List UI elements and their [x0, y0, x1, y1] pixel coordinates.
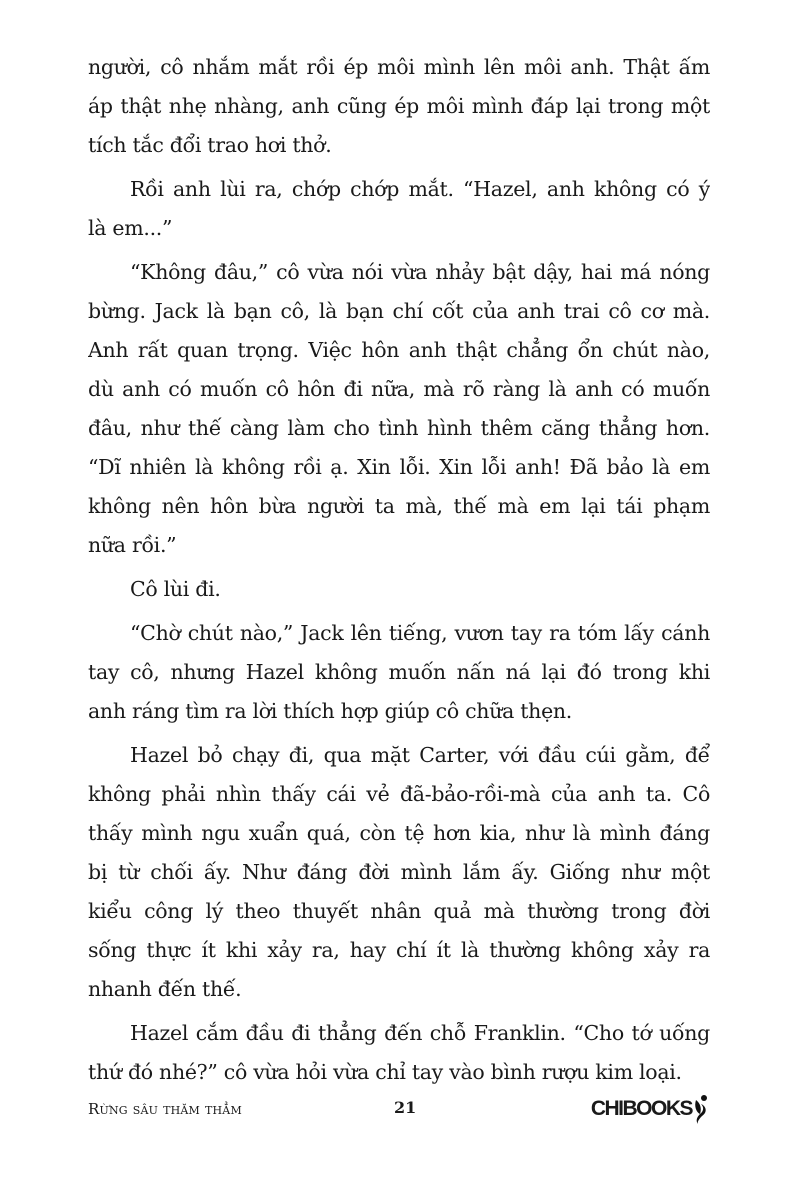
text-line: Hazel cắm đầu đi thẳng đến chỗ Franklin. “Cho tớ uống	[130, 1021, 710, 1045]
text-line: Anh rất quan trọng. Việc hôn anh thật chẳng ổn chút nào,	[88, 338, 710, 362]
leaf-figure-icon	[692, 1094, 710, 1124]
page-footer	[88, 1094, 710, 1130]
text-line: tích tắc đổi trao hơi thở.	[88, 133, 332, 157]
text-line: kiểu công lý theo thuyết nhân quả mà thường trong đời	[88, 899, 710, 923]
paragraph	[88, 570, 710, 609]
paragraph	[88, 614, 710, 731]
text-line: thấy mình ngu xuẩn quá, còn tệ hơn kia, như là mình đáng	[88, 821, 710, 845]
text-line: tay cô, nhưng Hazel không muốn nấn ná lại đó trong khi	[88, 660, 710, 684]
page-number: 21	[394, 1098, 417, 1117]
text-line: nữa rồi.”	[88, 533, 177, 557]
paragraph	[88, 253, 710, 565]
text-line: bị từ chối ấy. Như đáng đời mình lắm ấy. Giống như một	[88, 860, 710, 884]
text-line: áp thật nhẹ nhàng, anh cũng ép môi mình đáp lại trong một	[88, 94, 710, 118]
publisher-logo	[591, 1094, 710, 1124]
text-line: thứ đó nhé?” cô vừa hỏi vừa chỉ tay vào bình rượu kim loại.	[88, 1060, 682, 1084]
text-line: “Không đâu,” cô vừa nói vừa nhảy bật dậy, hai má nóng	[130, 260, 710, 284]
paragraph	[88, 736, 710, 1009]
text-line: anh ráng tìm ra lời thích hợp giúp cô chữa thẹn.	[88, 699, 573, 723]
page-body	[88, 48, 710, 1097]
publisher-logo-text: CHIBOOKS	[590, 1097, 692, 1120]
text-line: sống thực ít khi xảy ra, hay chí ít là thường không xảy ra	[88, 938, 710, 962]
text-line: không phải nhìn thấy cái vẻ đã-bảo-rồi-mà của anh ta. Cô	[88, 782, 710, 806]
text-line: là em...”	[88, 216, 173, 240]
text-line: Rồi anh lùi ra, chớp chớp mắt. “Hazel, anh không có ý	[130, 177, 710, 201]
paragraph	[88, 170, 710, 248]
text-line: “Chờ chút nào,” Jack lên tiếng, vươn tay ra tóm lấy cánh	[130, 621, 710, 645]
text-line: Hazel bỏ chạy đi, qua mặt Carter, với đầu cúi gằm, để	[130, 743, 710, 767]
paragraph	[88, 1014, 710, 1092]
text-line: dù anh có muốn cô hôn đi nữa, mà rõ ràng là anh có muốn	[88, 377, 710, 401]
text-line: “Dĩ nhiên là không rồi ạ. Xin lỗi. Xin lỗi anh! Đã bảo là em	[88, 455, 710, 479]
text-line: bừng. Jack là bạn cô, là bạn chí cốt của anh trai cô cơ mà.	[88, 299, 710, 323]
text-line: người, cô nhắm mắt rồi ép môi mình lên môi anh. Thật ấm	[88, 55, 710, 79]
text-line: Cô lùi đi.	[130, 577, 221, 601]
text-line: nhanh đến thế.	[88, 977, 242, 1001]
paragraph	[88, 48, 710, 165]
text-line: không nên hôn bừa người ta mà, thế mà em lại tái phạm	[88, 494, 710, 518]
text-line: đâu, như thế càng làm cho tình hình thêm căng thẳng hơn.	[88, 416, 710, 440]
book-title: Rừng sâu thăm thẳm	[88, 1100, 242, 1118]
